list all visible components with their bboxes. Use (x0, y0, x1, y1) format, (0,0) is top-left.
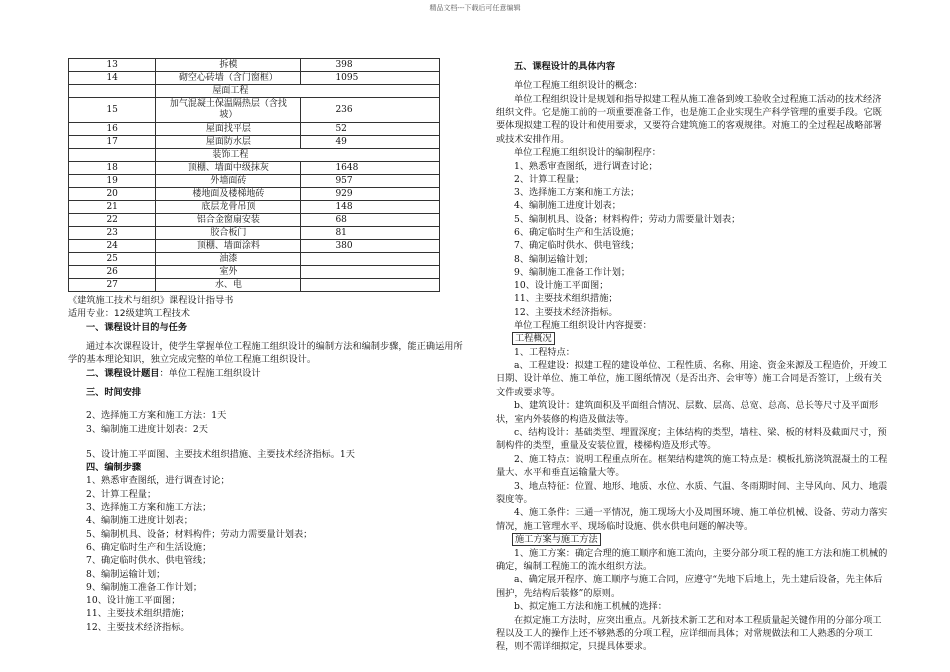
program-item: 11、主要技术组织措施； (514, 293, 618, 305)
method-1: 1、施工方案：确定合理的施工顺序和施工流向，主要分部分项工程的施工方法和施工机械的确定，编制工程施工的流水组织方法。 (496, 547, 888, 572)
table-section-row (69, 85, 440, 98)
point-2: 2、施工特点：说明工程重点所在。框架结构建筑的施工特点是：模板扎筋浇筑混凝土的工程量大、水平和垂直运输量大等。 (496, 453, 888, 479)
program-title: 单位工程施工组织设计的编制程序： (514, 147, 661, 159)
overview-box-heading: 工程概况 (512, 332, 555, 345)
s3-item: 5、设计施工平面图、主要技术组织措施、主要技术经济指标。1天 (86, 448, 355, 460)
table-row (69, 227, 440, 240)
table-cell-qty: 236 (301, 98, 440, 123)
s3-list (68, 409, 463, 461)
method-a: a、确定展开程序、施工顺序与施工合同，应遵守“先地下后地上，先土建后设备，先主体后围护，先结构后装修”的原则。 (496, 574, 883, 599)
table-cell-no: 26 (69, 266, 156, 279)
s4-item: 6、确定临时生产和生活设施； (86, 541, 212, 553)
table-cell-name: 屋面防水层 (156, 136, 301, 149)
s4-item: 11、主要技术组织措施； (86, 608, 190, 620)
s3-item: 3、编制施工进度计划表：2天 (86, 423, 208, 435)
s4-item: 5、编制机具、设备；材料构件；劳动力需要量计划表； (86, 528, 313, 540)
feature-b: b、建筑设计：建筑面积及平面组合情况、层数、层高、总宽、总高、总长等尺寸及平面形状，室内外装修的构造及做法等。 (496, 400, 879, 425)
s1-body: 通过本次课程设计，使学生掌握单位工程施工组织设计的编制方法和编制步骤，能正确运用所学的基本理论知识，独立完成完整的单位工程施工组织设计。 (68, 340, 463, 366)
table-row (69, 253, 440, 266)
table-cell-name: 底层龙骨吊顶 (156, 201, 301, 214)
program-item: 7、确定临时供水、供电管线； (514, 240, 640, 252)
table-row (69, 136, 440, 149)
concept-title: 单位工程施工组织设计的概念： (514, 80, 643, 92)
s4-title: 四、编制步骤 (86, 462, 142, 474)
table-section-label: 装饰工程 (156, 149, 440, 162)
table-cell-name: 水、电 (156, 279, 301, 292)
table-cell-qty (301, 266, 440, 279)
table-cell-qty (301, 279, 440, 292)
table-cell-qty: 380 (301, 240, 440, 253)
table-cell-name: 砌空心砖墙（含门窗框） (156, 72, 301, 85)
guide-title: 《建筑施工技术与组织》课程设计指导书 (68, 295, 234, 306)
table-cell-no: 18 (69, 162, 156, 175)
table-cell-qty: 148 (301, 201, 440, 214)
table-cell-qty (301, 253, 440, 266)
program-item: 10、设计施工平面图； (514, 280, 609, 292)
table-cell-name: 顶棚、墙面涂料 (156, 240, 301, 253)
program-item: 8、编制运输计划； (514, 253, 594, 265)
table-cell-qty: 398 (301, 59, 440, 72)
s2-value: ：单位工程施工组织设计 (159, 367, 261, 379)
table-row (69, 266, 440, 279)
program-item: 9、编制施工准备工作计划； (514, 266, 631, 278)
table-cell-qty: 52 (301, 123, 440, 136)
table-row (69, 214, 440, 227)
s4-item: 3、选择施工方案和施工方法； (86, 502, 212, 514)
table-row (69, 279, 440, 292)
table-cell-name: 胶合板门 (156, 227, 301, 240)
s4-item: 4、编制施工进度计划表； (86, 515, 193, 527)
table-row (69, 98, 440, 123)
right-column (496, 60, 888, 654)
point-4: 4、施工条件：三通一平情况，施工现场大小及周围环境、施工单位机械、设备、劳动力落实情况，施工管理水平、现场临时设施、供水供电问题的解决等。 (496, 507, 888, 532)
table-cell-name: 室外 (156, 266, 301, 279)
feature-c: c、结构设计：基础类型、埋置深度；主体结构的类型，墙柱、梁、板的材料及截面尺寸，预制构件的类型，重量及安装位置，楼梯构造及形式等。 (496, 427, 887, 452)
feature-a: a、工程建设：拟建工程的建设单位、工程性质、名称、用途、资金来源及工程造价，开竣工日期、设计单位、施工单位，施工图纸情况（是否出齐、会审等）施工合同是否签订，上级有关文件或要求等。 (496, 359, 887, 398)
s4-item: 12、主要技术经济指标。 (86, 621, 190, 633)
table-row (69, 188, 440, 201)
s4-item: 10、设计施工平面图； (86, 595, 181, 607)
s4-item: 8、编制运输计划； (86, 568, 166, 580)
table-cell-no: 14 (69, 72, 156, 85)
table-cell-no: 21 (69, 201, 156, 214)
s5-title: 五、课程设计的具体内容 (514, 61, 616, 72)
table-cell-no (69, 149, 156, 162)
table-cell-qty: 929 (301, 188, 440, 201)
table-cell-no: 16 (69, 123, 156, 136)
concept-body: 单位工程组织设计是规划和指导拟建工程从施工准备到竣工验收全过程施工活动的技术经济组织文件。它是施工前的一项重要准备工作，也是施工企业实现生产科学管理的重要手段。它既要体现拟建工程的设计和使用要求，又要符合建筑施工的客观规律。对施工的全过程起战略部署或技术安排作用。 (496, 93, 882, 145)
table-cell-no: 19 (69, 175, 156, 188)
table-cell-name: 拆模 (156, 59, 301, 72)
program-item: 5、编制机具、设备；材料构件；劳动力需要量计划表； (514, 213, 741, 225)
table-row (69, 59, 440, 72)
page-header: 精品文档---下载后可任意编辑 (429, 4, 521, 12)
s4-item: 1、熟悉审查图纸，进行调查讨论； (86, 475, 230, 487)
table-cell-no: 25 (69, 253, 156, 266)
table-section-label: 屋面工程 (156, 85, 440, 98)
s2-title: 二、课程设计题目 (86, 367, 160, 379)
table-row (69, 72, 440, 85)
table-cell-name: 外墙面砖 (156, 175, 301, 188)
table-cell-no: 24 (69, 240, 156, 253)
program-list (496, 160, 888, 320)
table-cell-qty: 957 (301, 175, 440, 188)
program-item: 1、熟悉审查图纸，进行调查讨论； (514, 160, 658, 172)
s4-item: 2、计算工程量； (86, 488, 157, 500)
guide-section (68, 294, 463, 634)
table-cell-qty: 1095 (301, 72, 440, 85)
table-cell-no: 13 (69, 59, 156, 72)
table-cell-name: 楼地面及楼梯地砖 (156, 188, 301, 201)
table-cell-name: 铝合金窗扇安装 (156, 214, 301, 227)
table-row (69, 240, 440, 253)
program-item: 3、选择施工方案和施工方法； (514, 187, 640, 199)
s4-list (68, 474, 463, 634)
program-item: 4、编制施工进度计划表； (514, 200, 621, 212)
table-cell-no: 17 (69, 136, 156, 149)
s3-title: 三、时间安排 (86, 387, 142, 398)
table-cell-no: 15 (69, 98, 156, 123)
table-cell-no: 22 (69, 214, 156, 227)
program-item: 2、计算工程量； (514, 173, 585, 185)
point-3: 3、地点特征：位置、地形、地质、水位、水质、气温、冬雨期时间、主导风向、风力、地震裂度等。 (496, 480, 888, 506)
table-cell-no: 23 (69, 227, 156, 240)
table-cell-name: 油漆 (156, 253, 301, 266)
table-cell-qty: 1648 (301, 162, 440, 175)
method-body: 在拟定施工方法时，应突出重点。凡新技术新工艺和对本工程质量起关键作用的分部分项工程以及工人的操作上还不够熟悉的分项工程，应详细而具体；对常规做法和工人熟悉的分项工程，则不需详细拟定，只提具体要求。 (496, 614, 882, 653)
s3-item: 2、选择施工方案和施工方法：1天 (86, 410, 227, 422)
method-b: b、拟定施工方法和施工机械的选择： (514, 601, 667, 613)
table-row (69, 162, 440, 175)
outline-title: 单位工程施工组织设计内容提要： (514, 320, 652, 332)
left-column (68, 58, 463, 634)
table-cell-no: 20 (69, 188, 156, 201)
table-cell-name: 顶棚、墙面中级抹灰 (156, 162, 301, 175)
major-line: 适用专业：12级建筑工程技术 (68, 308, 190, 320)
table-row (69, 175, 440, 188)
table-cell-no: 27 (69, 279, 156, 292)
s1-title: 一、课程设计目的与任务 (86, 321, 188, 333)
program-item: 6、确定临时生产和生活设施； (514, 227, 640, 238)
s4-item: 7、确定临时供水、供电管线； (86, 555, 212, 567)
table-cell-qty: 49 (301, 136, 440, 149)
feature-title: 1、工程特点： (514, 346, 575, 358)
table-cell-no (69, 85, 156, 98)
quantity-table (68, 58, 440, 292)
table-row (69, 123, 440, 136)
table-cell-qty: 81 (301, 227, 440, 240)
program-item: 12、主要技术经济指标。 (514, 306, 618, 318)
table-cell-name: 屋面找平层 (156, 123, 301, 136)
s4-item: 9、编制施工准备工作计划； (86, 581, 203, 593)
method-box-heading: 施工方案与施工方法 (512, 533, 601, 546)
table-cell-qty: 68 (301, 214, 440, 227)
table-cell-name: 加气混凝土保温隔热层（含找坡） (156, 98, 301, 123)
table-section-row (69, 149, 440, 162)
table-row (69, 201, 440, 214)
